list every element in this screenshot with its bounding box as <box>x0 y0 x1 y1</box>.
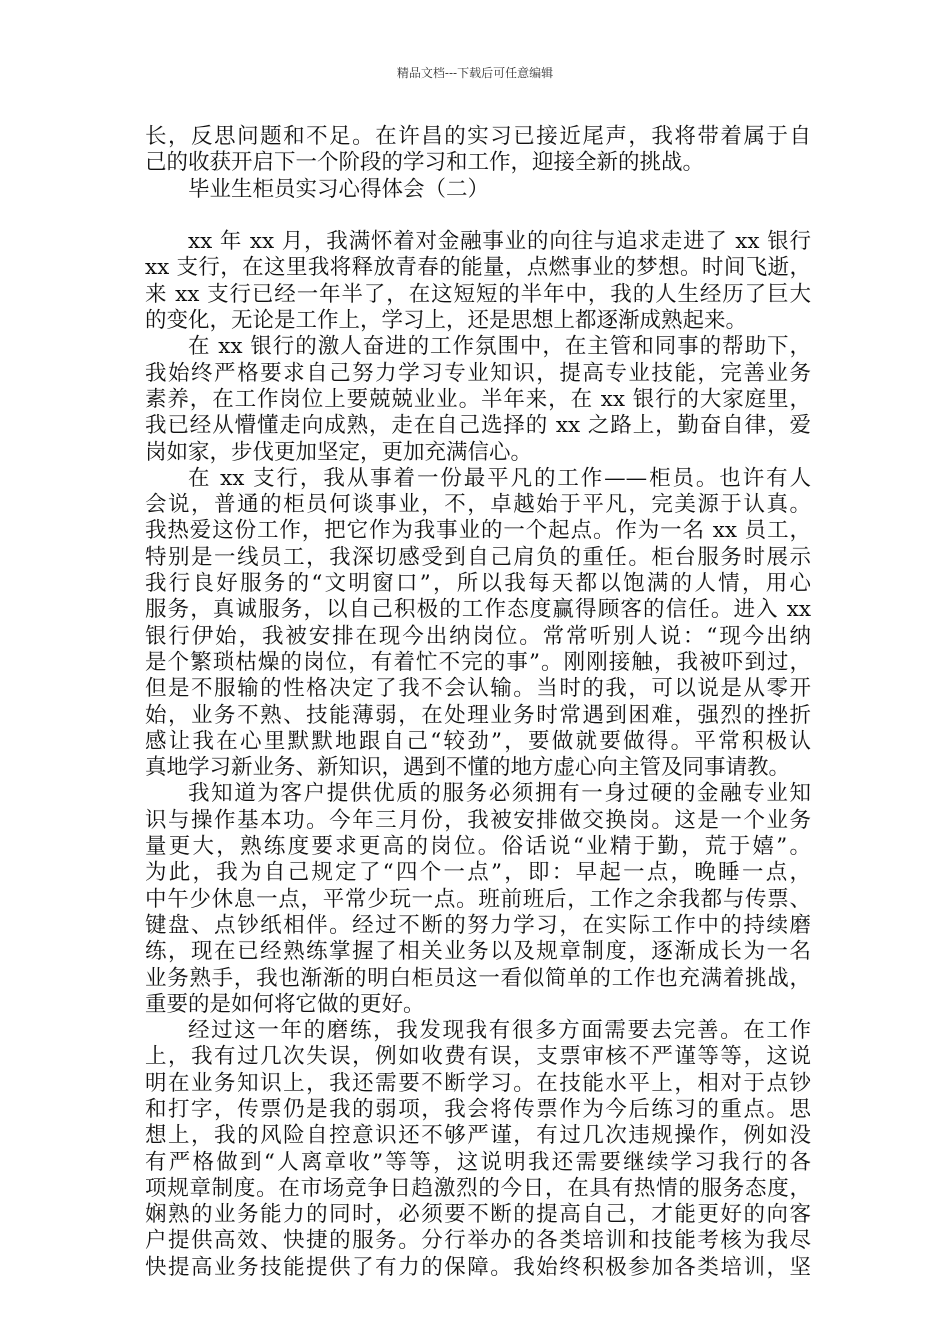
paragraph <box>145 466 811 782</box>
text-line: xx 支行，在这里我将释放青春的能量，点燃事业的梦想。时间飞逝， <box>145 255 811 281</box>
text-line: 练，现在已经熟练掌握了相关业务以及规章制度，逐渐成长为一名 <box>145 939 811 965</box>
text-line: 我知道为客户提供优质的服务必须拥有一身过硬的金融专业知 <box>188 781 811 807</box>
text-line: 会说，普通的柜员何谈事业，不，卓越始于平凡，完美源于认真。 <box>145 492 811 518</box>
text-line: 快提高业务技能提供了有力的保障。我始终积极参加各类培训，坚 <box>145 1254 811 1280</box>
blank-line <box>145 203 811 229</box>
text-line: 是个繁琐枯燥的岗位，有着忙不完的事”。刚刚接触，我被吓到过， <box>145 649 811 675</box>
text-line: 项规章制度。在市场竞争日趋激烈的今日，在具有热情的服务态度， <box>145 1175 811 1201</box>
page-header: 精品文档---下载后可任意编辑 <box>396 66 554 80</box>
text-line: 长，反思问题和不足。在许昌的实习已接近尾声，我将带着属于自 <box>145 124 811 149</box>
text-line: 在 xx 银行的激人奋进的工作氛围中，在主管和同事的帮助下， <box>188 334 811 360</box>
text-line: 娴熟的业务能力的同时，必须要不断的提高自己，才能更好的向客 <box>145 1202 811 1228</box>
text-line: 想上，我的风险自控意识还不够严谨，有过几次违规操作，例如没 <box>145 1123 811 1149</box>
text-line: 键盘、点钞纸相伴。经过不断的努力学习，在实际工作中的持续磨 <box>145 912 811 938</box>
text-line: 银行伊始，我被安排在现今出纳岗位。常常听别人说：“现今出纳 <box>145 623 811 649</box>
text-line: 重要的是如何将它做的更好。 <box>145 991 425 1017</box>
text-line: 户提供高效、快捷的服务。分行举办的各类培训和技能考核为我尽 <box>145 1228 811 1254</box>
text-line: xx 年 xx 月，我满怀着对金融事业的向往与追求走进了 xx 银行 <box>188 229 811 255</box>
text-line: 明在业务知识上，我还需要不断学习。在技能水平上，相对于点钞 <box>145 1070 811 1096</box>
section-title: 毕业生柜员实习心得体会（二） <box>188 176 490 202</box>
text-line: 真地学习新业务、新知识，遇到不懂的地方虚心向主管及同事请教。 <box>145 755 791 781</box>
text-line: 服务，真诚服务，以自己积极的工作态度赢得顾客的信任。进入 xx <box>145 597 811 623</box>
text-line: 和打字，传票仍是我的弱项，我会将传票作为今后练习的重点。思 <box>145 1096 811 1122</box>
text-line: 的变化，无论是工作上，学习上，还是思想上都逐渐成熟起来。 <box>145 308 748 334</box>
text-line: 上，我有过几次失误，例如收费有误，支票审核不严谨等等，这说 <box>145 1044 811 1070</box>
paragraph <box>145 1018 811 1281</box>
text-line: 但是不服输的性格决定了我不会认输。当时的我，可以说是从零开 <box>145 676 811 702</box>
text-line: 经过这一年的磨练，我发现我有很多方面需要去完善。在工作 <box>188 1018 811 1044</box>
text-line: 我热爱这份工作，把它作为我事业的一个起点。作为一名 xx 员工， <box>145 518 811 544</box>
text-line: 为此，我为自己规定了“四个一点”，即：早起一点，晚睡一点， <box>145 860 811 886</box>
paragraph <box>145 229 811 334</box>
text-line: 识与操作基本功。今年三月份，我被安排做交换岗。这是一个业务 <box>145 807 811 833</box>
text-line: 我始终严格要求自己努力学习专业知识，提高专业技能，完善业务 <box>145 360 811 386</box>
text-line: 来 xx 支行已经一年半了，在这短短的半年中，我的人生经历了巨大 <box>145 281 811 307</box>
text-line: 我已经从懵懂走向成熟，走在自己选择的 xx 之路上，勤奋自律，爱 <box>145 413 811 439</box>
text-line: 中午少休息一点，平常少玩一点。班前班后，工作之余我都与传票、 <box>145 886 811 912</box>
document-body <box>145 124 811 1281</box>
text-line: 量更大，熟练度要求更高的岗位。俗话说“业精于勤，荒于嬉”。 <box>145 834 811 860</box>
text-line: 在 xx 支行，我从事着一份最平凡的工作——柜员。也许有人 <box>188 465 811 491</box>
paragraph <box>145 781 811 1018</box>
text-line: 我行良好服务的“文明窗口”，所以我每天都以饱满的人情，用心 <box>145 571 811 597</box>
text-line: 岗如家，步伐更加坚定，更加充满信心。 <box>145 439 533 465</box>
text-line: 己的收获开启下一个阶段的学习和工作，迎接全新的挑战。 <box>145 150 705 176</box>
paragraph <box>145 334 811 465</box>
text-line: 始，业务不熟、技能薄弱，在处理业务时常遇到困难，强烈的挫折 <box>145 702 811 728</box>
text-line: 有严格做到“人离章收”等等，这说明我还需要继续学习我行的各 <box>145 1149 811 1175</box>
text-line: 素养，在工作岗位上要兢兢业业。半年来，在 xx 银行的大家庭里， <box>145 386 811 412</box>
text-line: 业务熟手，我也渐渐的明白柜员这一看似简单的工作也充满着挑战， <box>145 965 811 991</box>
text-line: 感让我在心里默默地跟自己“较劲”，要做就要做得。平常积极认 <box>145 728 811 754</box>
text-line: 特别是一线员工，我深切感受到自己肩负的重任。柜台服务时展示 <box>145 544 811 570</box>
